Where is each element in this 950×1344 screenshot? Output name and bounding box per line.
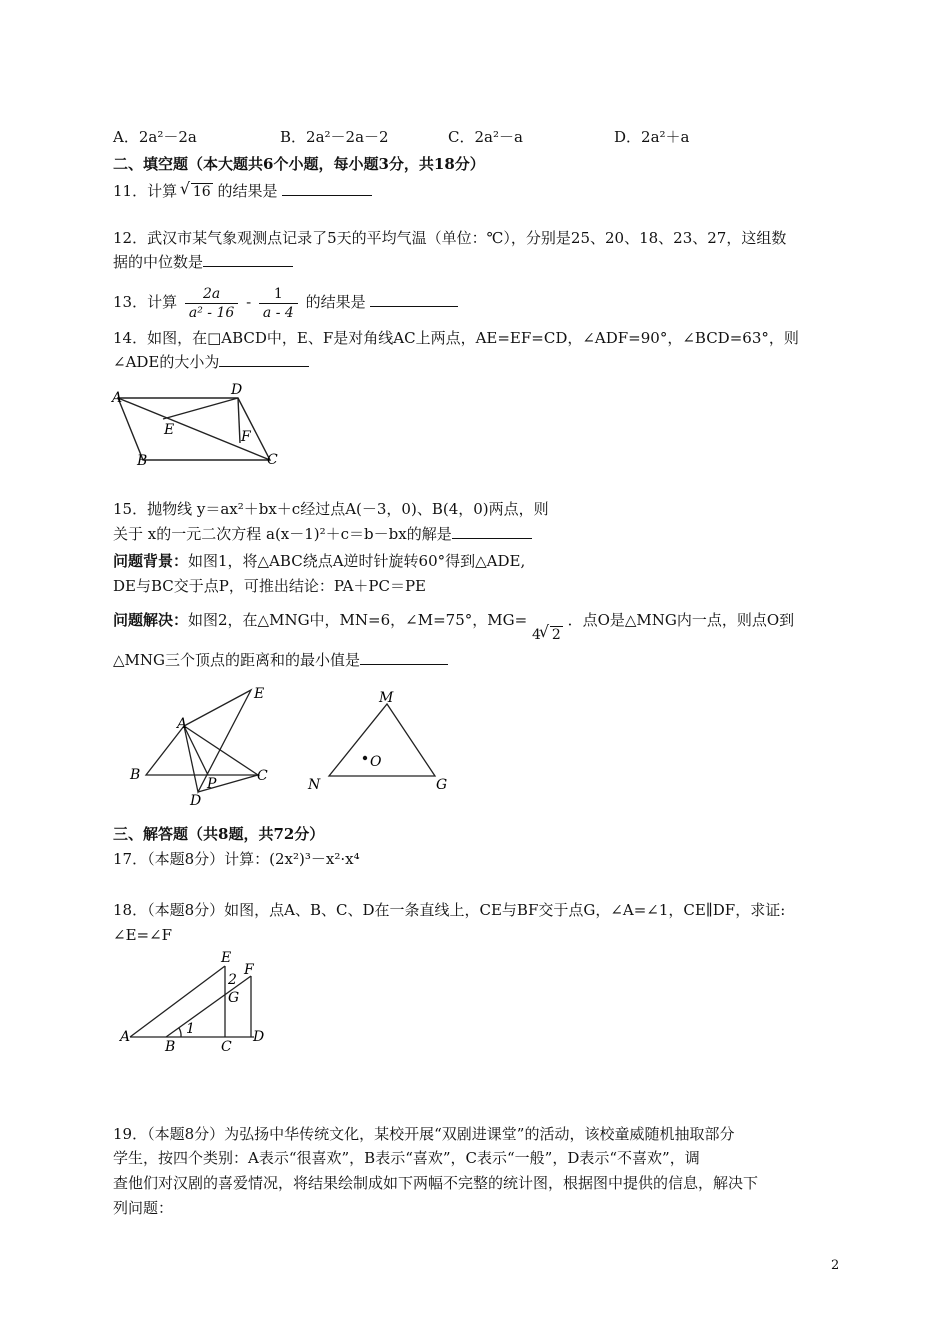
option-b: B．2a²－2a－2 [280,128,389,146]
section2-title: 二、填空题（本大题共6个小题，每小题3分，共18分） [113,155,485,173]
q14-label-a: A [112,390,123,406]
q14-label-e: E [164,422,175,438]
q16-line2: DE与BC交于点P，可推出结论：PA＋PC＝PE [113,577,427,595]
q16-solve-tail: ．点O是△MNG内一点，则点O到 [567,611,795,629]
q18-segment-ae [130,966,225,1037]
q18-label-1: 1 [186,1021,195,1037]
q18-label-g: G [228,990,240,1006]
q14-segment-de [163,398,238,419]
q14-line2 [113,352,309,372]
q19-line3: 查他们对汉剧的喜爱情况，将结果绘制成如下两幅不完整的统计图，根据图中提供的信息，解决下 [113,1174,759,1192]
q16-line1 [113,551,525,571]
q12-answer-blank[interactable] [203,252,293,267]
q16-line4-text: △MNG三个顶点的距离和的最小值是 [113,651,361,669]
q11 [113,181,372,202]
q18-figure [118,944,273,1056]
q16-fig1-label-c: C [257,768,268,784]
q14-segment-df [238,398,240,443]
q18-label-a: A [120,1029,131,1045]
q16-triangle-ade [184,690,251,792]
q18-label-b: B [165,1039,176,1055]
q16-triangle-abc [146,726,258,775]
q16-point-o [363,756,367,760]
q11-answer-blank[interactable] [282,181,372,196]
q18-line2: ∠E=∠F [113,926,173,944]
q13-frac1-denominator: a² - 16 [188,304,235,321]
q16-root [532,627,563,643]
q16-fig2-label-n: N [308,777,321,793]
q16-background-label: 问题背景： [113,552,189,570]
q18-label-2: 2 [228,972,237,988]
q13-minus: - [246,293,252,311]
q13-frac2-denominator: a - 4 [262,304,294,321]
q13-suffix: 的结果是 [305,293,366,311]
q15-line1: 15．抛物线 y＝ax²＋bx＋c经过点A(－3，0)、B(4，0)两点，则 [113,500,549,518]
q16-fig2-label-m: M [379,690,394,706]
q18-line1: 18．（本题8分）如图，点A、B、C、D在一条直线上，CE与BF交于点G，∠A=∠1，CE∥DF，求证: [113,901,786,919]
option-d: D．2a²＋a [614,128,690,146]
q14-line2-text: ∠ADE的大小为 [113,353,220,371]
q16-solve-text: 如图2，在△MNG中，MN=6，∠M=75°，MG= [188,611,528,629]
q14-line1: 14．如图，在□ABCD中，E、F是对角线AC上两点，AE=EF=CD，∠ADF=90°，∠BCD=63°，则 [113,329,799,347]
q13-fraction-1 [185,285,238,322]
q16-triangle-mng [329,704,435,776]
q16-answer-blank[interactable] [360,650,448,665]
q15-line2-text: 关于 x的一元二次方程 a(x－1)²＋c＝b－bx的解是 [113,525,452,543]
q16-fig2-label-o: O [370,754,382,770]
q16-fig1-label-d: D [190,793,202,808]
q18-segment-bf [166,976,251,1037]
q15-answer-blank[interactable] [452,524,532,539]
q14-label-b: B [137,453,148,469]
page-number: 2 [831,1258,840,1273]
q18-label-d: D [253,1029,265,1045]
q14-figure [110,380,290,472]
q16-background-text: 如图1，将△ABC绕点A逆时针旋转60°得到△ADE, [188,552,526,570]
q13-frac1-numerator: 2a [185,285,238,304]
q19-line2: 学生，按四个类别：A表示“很喜欢”，B表示“喜欢”，C表示“一般”，D表示“不喜欢”，调 [113,1149,700,1167]
q14-answer-blank[interactable] [219,352,309,367]
q13-prefix: 13．计算 [113,293,178,311]
q11-radicand: 16 [192,184,211,200]
q12-line2-text: 据的中位数是 [113,253,204,271]
q12-line2 [113,252,293,272]
q13-frac2-numerator: 1 [259,285,298,304]
q13 [113,280,458,324]
q18-angle-1-arc [179,1028,181,1037]
q18-label-e: E [221,950,232,966]
q16-fig1-label-a: A [177,716,188,732]
q16-figure-2 [303,688,455,798]
q13-answer-blank[interactable] [370,292,458,307]
q11-suffix: 的结果是 [217,182,278,200]
q16-fig1-label-p: P [207,776,217,792]
q11-prefix: 11．计算 [113,182,178,200]
q13-fraction-2 [259,285,298,322]
q18-label-f: F [244,962,254,978]
q16-line4 [113,650,448,670]
q16-figure-1 [125,684,275,808]
section3-title: 三、解答题（共8题，共72分） [113,825,325,843]
q14-label-d: D [231,382,243,398]
q15-line2 [113,524,532,544]
q16-fig1-label-b: B [130,767,141,783]
q11-sqrt [182,182,213,202]
q16-root-radicand: 2 [551,627,561,643]
q19-line1: 19．（本题8分）为弘扬中华传统文化，某校开展“双剧进课堂”的活动，该校童威随机抽取部分 [113,1125,735,1143]
option-a: A．2a²－2a [113,128,197,146]
q16-solve-label: 问题解决： [113,611,189,629]
q17: 17．（本题8分）计算：(2x²)³－x²·x⁴ [113,850,360,868]
q12-line1: 12．武汉市某气象观测点记录了5天的平均气温（单位：℃），分别是25、20、18、23、27，这组数 [113,229,787,247]
option-c: C．2a²－a [448,128,523,146]
q18-label-c: C [221,1039,232,1055]
q16-root-coef: 4 [531,627,541,643]
q14-label-f: F [241,429,251,445]
q16-line3 [113,600,794,641]
q16-fig1-label-e: E [254,686,265,702]
q19-line4: 列问题： [113,1199,174,1217]
q14-label-c: C [267,452,278,468]
q16-fig2-label-g: G [436,777,448,793]
